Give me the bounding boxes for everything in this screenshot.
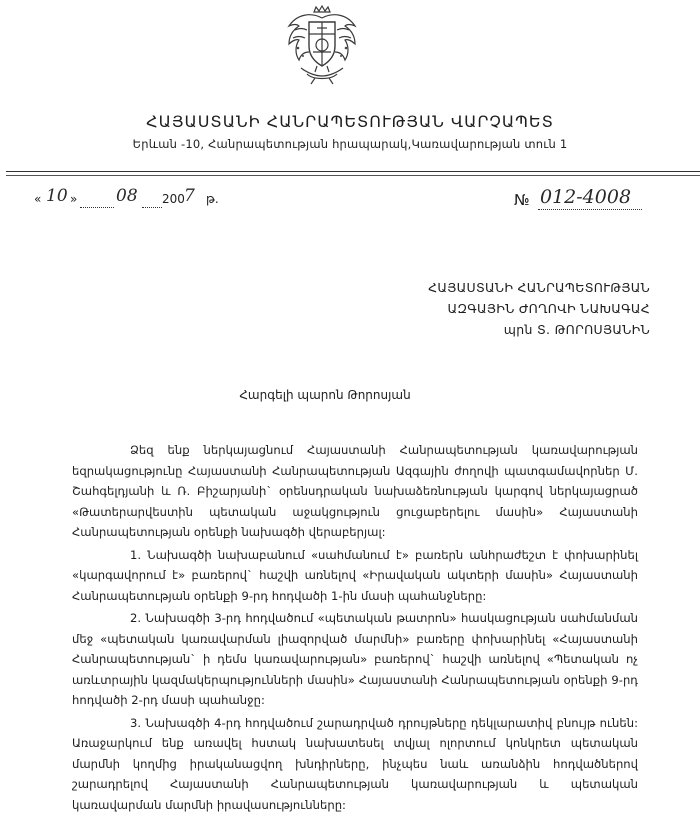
date-dots-2 [142,207,162,208]
coat-of-arms-icon [281,4,363,86]
date-year-suffix: 7 [184,186,195,206]
number-value: 012-4008 [540,186,632,208]
date-day: 10 [46,186,68,206]
date-year-abbr: թ. [206,192,219,206]
header-divider-secondary [6,175,700,176]
body-paragraph: 3. Նախագծի 4-րդ հոդվածում շարադրված դրույթները դեկլարատիվ բնույթ ունեն: Առաջարկում ենք առավել հստակ նախատեսել տվյալ ոլորտում կոնկրետ պետական մարմնի կողմից իրականացվող խնդիրները, ինչպես նաև առանձին հոդվածներով շարադրելով Հայաստանի Հանրապետության կառավարության և պետական կառավարման մարմնի իրավասությունները: [72,715,638,812]
body-paragraph: 1. Նախագծի նախաբանում «սահմանում է» բառերն անհրաժեշտ է փոխարինել «կարգավորում է» բառերով` հաշվի առնելով «Իրավական ակտերի մասին» Հայաստանի Հանրապետության օրենքի 9-րդ հոդվածի 1-ին մասի պահանջները: [72,547,638,603]
addressee-line: ՀԱՅԱՍՏԱՆԻ ՀԱՆՐԱՊԵՏՈՒԹՅԱՆ [428,280,650,295]
date-year-prefix: 200 [162,192,185,206]
addressee-block [428,277,650,340]
salutation: Հարգելի պարոն Թորոսյան [239,388,411,402]
date-month: 08 [116,186,138,206]
page-title: ՀԱՅԱՍՏԱՆԻ ՀԱՆՐԱՊԵՏՈՒԹՅԱՆ ՎԱՐՉԱՊԵՏ [146,112,554,131]
addressee-line: ԱԶԳԱՅԻՆ ԺՈՂՈՎԻ ՆԱԽԱԳԱՀ [447,301,650,316]
date-close-quote: » [70,192,78,206]
number-dots [538,209,642,210]
number-label: № [514,191,530,209]
date-open-quote: « [34,192,42,206]
letter-body [72,440,638,817]
body-paragraph: 2. Նախագծի 3-րդ հոդվածում «պետական թատրոն» հասկացության սահմանման մեջ «պետական կառավարման լիազորված մարմնի» բառերը փոխարինել «Հայաստանի Հանրապետության` ի դեմս կառավարության» բառերով` հաշվի առնելով «Պետական ոչ առևտրային կազմակերպությունների մասին» Հայաստանի Հանրապետության օրենքի 9-րդ հոդվածի 2-րդ մասի պահանջը: [72,611,638,707]
sender-address: Երևան -10, Հանրապետության հրապարակ,Կառավարության տուն 1 [132,137,568,151]
date-dots-1 [80,207,114,208]
body-paragraph: Ձեզ ենք ներկայացնում Հայաստանի Հանրապետության կառավարության եզրակացությունը Հայաստանի Հանրապետության Ազգային ժողովի պատգամավորներ Մ. Շահգելդյանի և Ռ. Բիշարյանի` օրենսդրական նախաձեռնության կարգով ներկայացրած «Թատերարվեստին պետական աջակցություն ցուցաբերելու մասին» Հայաստանի Հանրապետության օրենքի նախագծի վերաբերյալ: [72,443,638,539]
addressee-line: պրն Տ. ԹՈՐՈՍՅԱՆԻՆ [503,322,650,337]
header-divider [6,171,700,172]
